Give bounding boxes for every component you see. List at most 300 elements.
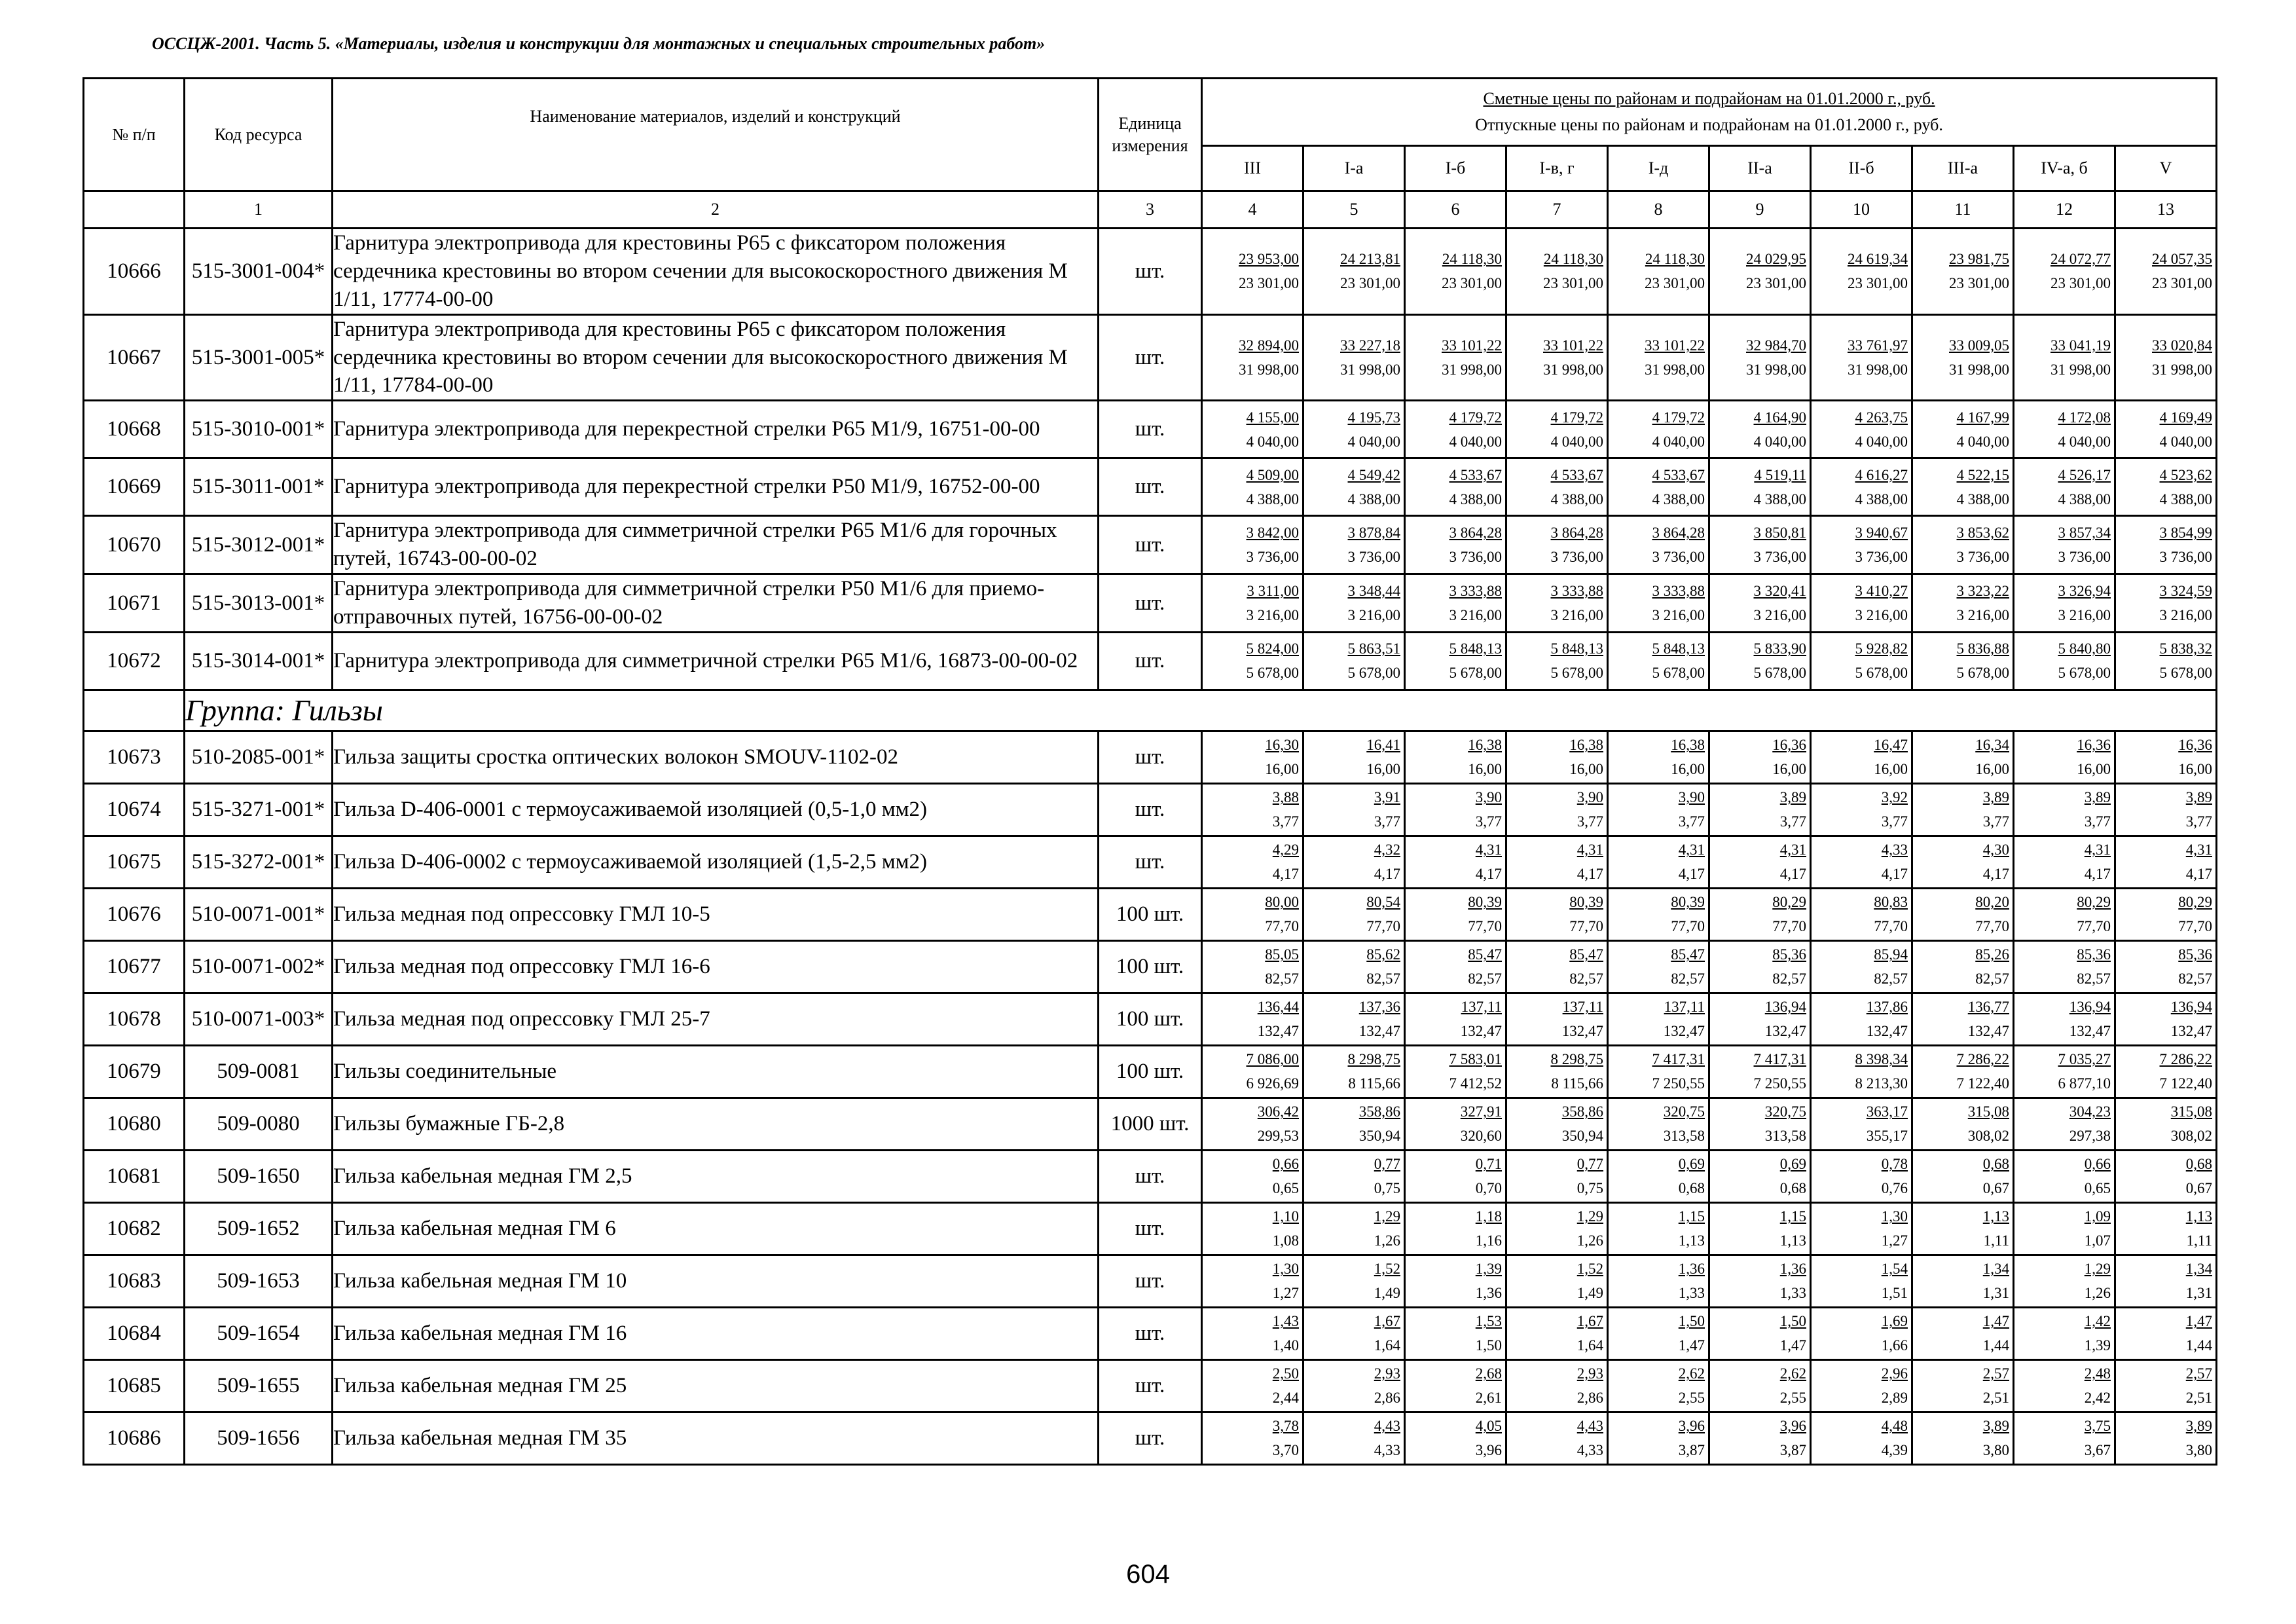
price-cell	[1202, 1359, 1303, 1412]
release-price: 4 040,00	[2159, 433, 2213, 450]
table-header	[84, 79, 2217, 229]
estimated-price: 136,77	[1967, 999, 2009, 1016]
release-price: 23 301,00	[1543, 275, 1603, 292]
estimated-price: 4,31	[1475, 841, 1502, 858]
price-cell	[2115, 993, 2217, 1045]
column-number: 7	[1506, 191, 1608, 229]
estimated-price: 24 029,95	[1746, 251, 1806, 268]
resource-code: 509-1652	[185, 1202, 333, 1255]
release-price: 31 998,00	[2152, 361, 2213, 378]
release-price: 1,44	[1982, 1337, 2009, 1354]
price-cell	[1912, 632, 2014, 690]
release-price: 313,58	[1764, 1128, 1806, 1145]
column-number	[84, 191, 185, 229]
release-price: 5 678,00	[2159, 665, 2213, 682]
page-number: 604	[1126, 1560, 1170, 1589]
item-name: Гильза кабельная медная ГМ 2,5	[333, 1150, 1099, 1202]
release-price: 1,44	[2185, 1337, 2213, 1354]
price-cell	[1405, 1412, 1506, 1464]
estimated-price: 1,54	[1881, 1261, 1908, 1278]
release-price: 3 216,00	[1246, 607, 1299, 624]
unit-of-measure: 100 шт.	[1099, 888, 1202, 940]
estimated-price: 24 072,77	[2050, 251, 2111, 268]
release-price: 4,17	[1576, 866, 1603, 883]
estimated-price: 80,39	[1671, 894, 1705, 911]
price-cell	[1811, 1307, 1912, 1359]
release-price: 4 388,00	[1652, 490, 1705, 507]
release-price: 1,31	[1982, 1285, 2009, 1302]
estimated-price: 4 526,17	[2058, 466, 2111, 483]
estimated-price: 2,93	[1374, 1365, 1400, 1382]
release-price: 3,70	[1272, 1442, 1299, 1459]
estimated-price: 3 324,59	[2159, 583, 2213, 600]
estimated-price: 1,43	[1272, 1313, 1299, 1330]
release-price: 3 736,00	[2159, 549, 2213, 566]
header-prices	[1202, 79, 2217, 146]
price-cell	[1811, 1150, 1912, 1202]
price-cell	[1709, 1307, 1811, 1359]
estimated-price: 4 167,99	[1956, 409, 2009, 426]
price-cell	[2115, 458, 2217, 516]
estimated-price: 7 035,27	[2058, 1051, 2111, 1068]
estimated-price: 1,47	[2185, 1313, 2213, 1330]
release-price: 1,51	[1881, 1285, 1908, 1302]
item-number: 10675	[84, 836, 185, 888]
price-cell	[1912, 401, 2014, 458]
price-cell	[2014, 632, 2115, 690]
price-cell	[1811, 632, 1912, 690]
price-cell	[1202, 731, 1303, 783]
unit-of-measure: шт.	[1099, 836, 1202, 888]
price-cell	[1303, 574, 1405, 633]
price-cell	[1202, 1150, 1303, 1202]
price-cell	[1811, 314, 1912, 401]
price-cell	[1202, 1045, 1303, 1098]
release-price: 3,77	[1374, 813, 1400, 830]
release-price: 1,16	[1475, 1232, 1502, 1249]
table-row	[84, 940, 2217, 993]
estimated-price: 85,47	[1569, 946, 1603, 963]
estimated-price: 24 213,81	[1340, 251, 1400, 268]
price-cell	[2115, 1307, 2217, 1359]
estimated-price: 4 155,00	[1246, 409, 1299, 426]
price-cell	[1405, 516, 1506, 574]
price-cell	[2014, 783, 2115, 836]
release-price: 23 301,00	[1645, 275, 1705, 292]
price-cell	[1506, 888, 1608, 940]
price-cell	[1811, 1045, 1912, 1098]
estimated-price: 85,94	[1874, 946, 1908, 963]
price-cell	[1303, 229, 1405, 315]
table-group-section	[84, 690, 2217, 731]
release-price: 23 301,00	[1949, 275, 2009, 292]
price-cell	[1608, 574, 1709, 633]
estimated-price: 85,05	[1265, 946, 1299, 963]
item-name: Гарнитура электропривода для перекрестной стрелки Р65 М1/9, 16751-00-00	[333, 401, 1099, 458]
release-price: 4,17	[1475, 866, 1502, 883]
release-price: 4 040,00	[1652, 433, 1705, 450]
price-cell	[1608, 516, 1709, 574]
price-cell	[1709, 458, 1811, 516]
item-number: 10669	[84, 458, 185, 516]
release-price: 3,87	[1779, 1442, 1806, 1459]
item-number: 10678	[84, 993, 185, 1045]
release-price: 1,40	[1272, 1337, 1299, 1354]
release-price: 3,77	[1475, 813, 1502, 830]
release-price: 7 250,55	[1652, 1075, 1705, 1092]
price-cell	[1506, 574, 1608, 633]
estimated-price: 3,89	[2185, 1418, 2213, 1435]
estimated-price: 85,36	[2077, 946, 2111, 963]
estimated-price: 3 850,81	[1753, 525, 1806, 542]
price-cell	[1405, 940, 1506, 993]
header-prices-estimated: Сметные цены по районам и подрайонам на 01.01.2000 г., руб.	[1483, 88, 1935, 108]
estimated-price: 137,11	[1664, 999, 1705, 1016]
estimated-price: 306,42	[1257, 1103, 1299, 1120]
unit-of-measure: шт.	[1099, 1359, 1202, 1412]
release-price: 3,96	[1475, 1442, 1502, 1459]
estimated-price: 0,78	[1881, 1156, 1908, 1173]
table-row	[84, 458, 2217, 516]
estimated-price: 85,36	[2178, 946, 2213, 963]
estimated-price: 4,31	[2084, 841, 2111, 858]
price-cell	[2115, 314, 2217, 401]
price-cell	[1202, 888, 1303, 940]
release-price: 4,17	[1881, 866, 1908, 883]
price-cell	[2014, 993, 2115, 1045]
price-cell	[1303, 1202, 1405, 1255]
region-header: III-а	[1912, 146, 2014, 191]
estimated-price: 5 848,13	[1550, 640, 1603, 657]
price-cell	[1506, 836, 1608, 888]
release-price: 2,55	[1779, 1390, 1806, 1407]
release-price: 16,00	[1772, 761, 1806, 778]
release-price: 4,33	[1374, 1442, 1400, 1459]
price-cell	[1608, 836, 1709, 888]
release-price: 1,11	[1983, 1232, 2009, 1249]
release-price: 82,57	[1975, 970, 2009, 987]
price-cell	[1303, 993, 1405, 1045]
price-cell	[2115, 1359, 2217, 1412]
release-price: 4,33	[1576, 1442, 1603, 1459]
price-cell	[1608, 632, 1709, 690]
estimated-price: 1,52	[1576, 1261, 1603, 1278]
item-name: Гарнитура электропривода для крестовины Р65 с фиксатором положения сердечника крестовины во втором сечении для высокоскоростного движения М 1/11, 17784-00-00	[333, 314, 1099, 401]
estimated-price: 3 940,67	[1855, 525, 1908, 542]
unit-of-measure: шт.	[1099, 731, 1202, 783]
release-price: 3 736,00	[1652, 549, 1705, 566]
unit-of-measure: шт.	[1099, 314, 1202, 401]
estimated-price: 4,31	[2185, 841, 2213, 858]
region-header: III	[1202, 146, 1303, 191]
price-cell	[1202, 516, 1303, 574]
price-cell	[1405, 888, 1506, 940]
estimated-price: 33 101,22	[1442, 337, 1502, 354]
release-price: 23 301,00	[1442, 275, 1502, 292]
estimated-price: 16,38	[1569, 737, 1603, 754]
price-cell	[2014, 401, 2115, 458]
release-price: 3 216,00	[1652, 607, 1705, 624]
item-name: Гильзы соединительные	[333, 1045, 1099, 1098]
estimated-price: 23 981,75	[1949, 251, 2009, 268]
estimated-price: 16,36	[1772, 737, 1806, 754]
release-price: 3 216,00	[1347, 607, 1400, 624]
release-price: 1,31	[2185, 1285, 2213, 1302]
release-price: 3,77	[1576, 813, 1603, 830]
table-row	[84, 1098, 2217, 1150]
estimated-price: 3 864,28	[1652, 525, 1705, 542]
release-price: 31 998,00	[1746, 361, 1806, 378]
release-price: 77,70	[1468, 918, 1502, 935]
item-number: 10681	[84, 1150, 185, 1202]
price-cell	[1506, 1359, 1608, 1412]
estimated-price: 0,68	[2185, 1156, 2213, 1173]
item-number: 10671	[84, 574, 185, 633]
release-price: 1,26	[2084, 1285, 2111, 1302]
release-price: 0,65	[2084, 1180, 2111, 1197]
release-price: 308,02	[1967, 1128, 2009, 1145]
estimated-price: 5 840,80	[2058, 640, 2111, 657]
release-price: 7 122,40	[2159, 1075, 2213, 1092]
price-cell	[1608, 1150, 1709, 1202]
release-price: 0,67	[1982, 1180, 2009, 1197]
price-cell	[1303, 940, 1405, 993]
price-cell	[1608, 1359, 1709, 1412]
item-number: 10684	[84, 1307, 185, 1359]
estimated-price: 3 864,28	[1550, 525, 1603, 542]
price-cell	[2014, 731, 2115, 783]
estimated-price: 3,89	[2185, 789, 2213, 806]
price-cell	[1912, 1150, 2014, 1202]
estimated-price: 1,34	[1982, 1261, 2009, 1278]
release-price: 5 678,00	[1347, 665, 1400, 682]
estimated-price: 80,39	[1569, 894, 1603, 911]
estimated-price: 0,66	[2084, 1156, 2111, 1173]
estimated-price: 320,75	[1663, 1103, 1705, 1120]
price-cell	[2014, 836, 2115, 888]
release-price: 82,57	[1468, 970, 1502, 987]
release-price: 5 678,00	[1956, 665, 2009, 682]
estimated-price: 2,62	[1678, 1365, 1705, 1382]
item-number: 10680	[84, 1098, 185, 1150]
price-cell	[2115, 632, 2217, 690]
price-cell	[1709, 1150, 1811, 1202]
price-cell	[1303, 1412, 1405, 1464]
release-price: 132,47	[1663, 1023, 1705, 1040]
price-cell	[1506, 401, 1608, 458]
estimated-price: 5 833,90	[1753, 640, 1806, 657]
release-price: 0,75	[1576, 1180, 1603, 1197]
release-price: 82,57	[1772, 970, 1806, 987]
estimated-price: 136,44	[1257, 999, 1299, 1016]
estimated-price: 3 878,84	[1347, 525, 1400, 542]
release-price: 1,33	[1678, 1285, 1705, 1302]
table-row	[84, 783, 2217, 836]
estimated-price: 2,57	[2185, 1365, 2213, 1382]
release-price: 16,00	[1468, 761, 1502, 778]
unit-of-measure: шт.	[1099, 516, 1202, 574]
release-price: 3 216,00	[2058, 607, 2111, 624]
unit-of-measure: 100 шт.	[1099, 940, 1202, 993]
price-cell	[1303, 516, 1405, 574]
release-price: 320,60	[1460, 1128, 1502, 1145]
estimated-price: 23 953,00	[1239, 251, 1299, 268]
release-price: 132,47	[1257, 1023, 1299, 1040]
estimated-price: 0,77	[1576, 1156, 1603, 1173]
price-cell	[1912, 1359, 2014, 1412]
estimated-price: 136,94	[2069, 999, 2111, 1016]
release-price: 31 998,00	[1239, 361, 1299, 378]
estimated-price: 0,68	[1982, 1156, 2009, 1173]
price-cell	[1405, 836, 1506, 888]
release-price: 4 388,00	[1246, 490, 1299, 507]
estimated-price: 2,57	[1982, 1365, 2009, 1382]
release-price: 3 736,00	[1753, 549, 1806, 566]
release-price: 3,77	[2084, 813, 2111, 830]
price-cell	[1709, 401, 1811, 458]
release-price: 132,47	[1764, 1023, 1806, 1040]
table-row	[84, 1255, 2217, 1307]
table-row	[84, 314, 2217, 401]
resource-code: 509-1656	[185, 1412, 333, 1464]
column-number: 9	[1709, 191, 1811, 229]
estimated-price: 1,15	[1678, 1208, 1705, 1225]
estimated-price: 3 348,44	[1347, 583, 1400, 600]
estimated-price: 1,30	[1272, 1261, 1299, 1278]
price-cell	[1506, 1150, 1608, 1202]
estimated-price: 80,20	[1975, 894, 2009, 911]
price-cell	[1405, 314, 1506, 401]
release-price: 4 040,00	[1449, 433, 1502, 450]
release-price: 77,70	[1671, 918, 1705, 935]
table-body-electric-drive-sets	[84, 229, 2217, 690]
estimated-price: 33 101,22	[1645, 337, 1705, 354]
release-price: 7 122,40	[1956, 1075, 2009, 1092]
price-cell	[2014, 458, 2115, 516]
release-price: 77,70	[1975, 918, 2009, 935]
region-header: I-б	[1405, 146, 1506, 191]
unit-of-measure: шт.	[1099, 783, 1202, 836]
release-price: 16,00	[1975, 761, 2009, 778]
estimated-price: 4,29	[1272, 841, 1299, 858]
estimated-price: 4 169,49	[2159, 409, 2213, 426]
release-price: 132,47	[1866, 1023, 1908, 1040]
price-cell	[1405, 1359, 1506, 1412]
release-price: 16,00	[1569, 761, 1603, 778]
price-cell	[1506, 731, 1608, 783]
release-price: 1,13	[1779, 1232, 1806, 1249]
price-cell	[1506, 314, 1608, 401]
region-header: II-а	[1709, 146, 1811, 191]
price-cell	[2014, 1045, 2115, 1098]
price-cell	[1912, 516, 2014, 574]
price-cell	[1608, 458, 1709, 516]
estimated-price: 2,50	[1272, 1365, 1299, 1382]
price-cell	[1405, 993, 1506, 1045]
release-price: 1,47	[1678, 1337, 1705, 1354]
estimated-price: 16,47	[1874, 737, 1908, 754]
price-cell	[1303, 1098, 1405, 1150]
table-row	[84, 229, 2217, 315]
price-cell	[1912, 1202, 2014, 1255]
price-cell	[1811, 731, 1912, 783]
column-number: 3	[1099, 191, 1202, 229]
price-cell	[2014, 516, 2115, 574]
unit-of-measure: шт.	[1099, 229, 1202, 315]
estimated-price: 3,90	[1475, 789, 1502, 806]
price-cell	[2014, 1307, 2115, 1359]
release-price: 3 216,00	[1449, 607, 1502, 624]
price-cell	[1608, 1412, 1709, 1464]
price-cell	[1303, 1307, 1405, 1359]
item-number: 10670	[84, 516, 185, 574]
estimated-price: 5 848,13	[1449, 640, 1502, 657]
table-row	[84, 993, 2217, 1045]
resource-code: 509-1655	[185, 1359, 333, 1412]
price-cell	[2115, 940, 2217, 993]
estimated-price: 3,90	[1576, 789, 1603, 806]
price-cell	[1608, 940, 1709, 993]
release-price: 82,57	[2178, 970, 2213, 987]
release-price: 4 388,00	[1550, 490, 1603, 507]
release-price: 3 216,00	[1956, 607, 2009, 624]
unit-of-measure: шт.	[1099, 1150, 1202, 1202]
estimated-price: 80,39	[1468, 894, 1502, 911]
price-cell	[2014, 888, 2115, 940]
table-row	[84, 888, 2217, 940]
column-number: 8	[1608, 191, 1709, 229]
estimated-price: 8 298,75	[1550, 1051, 1603, 1068]
resource-code: 510-0071-003*	[185, 993, 333, 1045]
column-number: 4	[1202, 191, 1303, 229]
header-prices-release: Отпускные цены по районам и подрайонам на 01.01.2000 г., руб.	[1475, 115, 1943, 134]
estimated-price: 4 164,90	[1753, 409, 1806, 426]
table-row	[84, 836, 2217, 888]
estimated-price: 0,77	[1374, 1156, 1400, 1173]
estimated-price: 3 333,88	[1550, 583, 1603, 600]
release-price: 23 301,00	[1239, 275, 1299, 292]
table-row	[84, 632, 2217, 690]
release-price: 16,00	[2178, 761, 2213, 778]
release-price: 4 040,00	[1347, 433, 1400, 450]
price-cell	[1405, 1098, 1506, 1150]
resource-code: 515-3001-004*	[185, 229, 333, 315]
release-price: 23 301,00	[1848, 275, 1908, 292]
release-price: 3 736,00	[1855, 549, 1908, 566]
price-cell	[1811, 1202, 1912, 1255]
release-price: 4 388,00	[2058, 490, 2111, 507]
release-price: 1,39	[2084, 1337, 2111, 1354]
release-price: 3 216,00	[2159, 607, 2213, 624]
price-cell	[1202, 993, 1303, 1045]
price-cell	[1811, 888, 1912, 940]
price-cell	[1709, 1412, 1811, 1464]
price-cell	[1608, 314, 1709, 401]
estimated-price: 80,29	[2077, 894, 2111, 911]
item-number: 10672	[84, 632, 185, 690]
release-price: 3,77	[1982, 813, 2009, 830]
release-price: 82,57	[2077, 970, 2111, 987]
release-price: 308,02	[2170, 1128, 2213, 1145]
release-price: 82,57	[1366, 970, 1400, 987]
release-price: 313,58	[1663, 1128, 1705, 1145]
estimated-price: 16,38	[1468, 737, 1502, 754]
price-cell	[1811, 1412, 1912, 1464]
release-price: 4 040,00	[1550, 433, 1603, 450]
price-cell	[1709, 574, 1811, 633]
region-header: I-д	[1608, 146, 1709, 191]
release-price: 132,47	[1967, 1023, 2009, 1040]
